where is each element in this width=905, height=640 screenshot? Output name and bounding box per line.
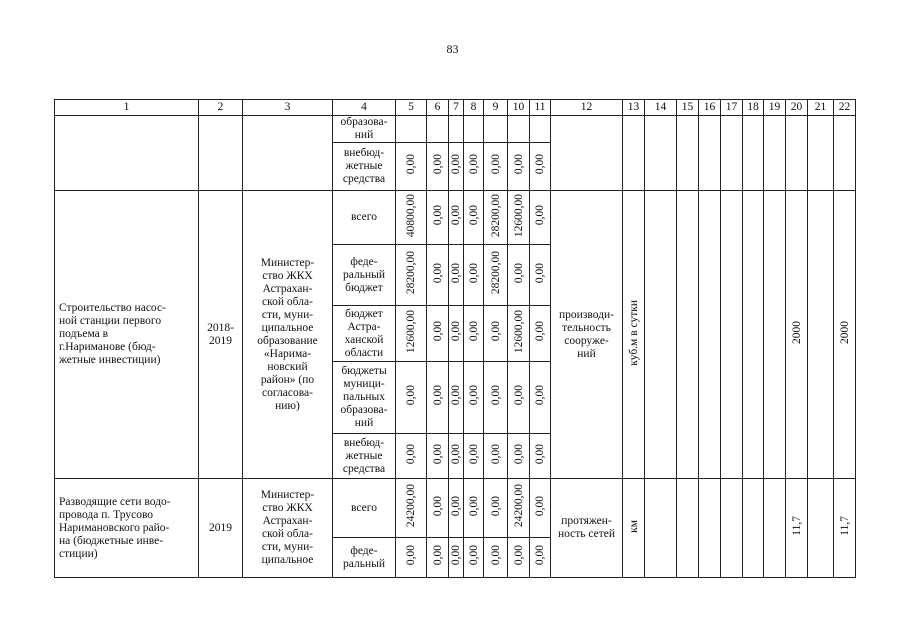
funding-source-text: внебюд- жетные средства bbox=[342, 147, 386, 185]
column-header bbox=[55, 100, 199, 116]
value-cell bbox=[396, 191, 427, 245]
value-cell bbox=[677, 191, 699, 479]
value-cell bbox=[464, 538, 484, 578]
project-years-text: 2018- 2019 bbox=[207, 321, 234, 347]
value-cell bbox=[508, 434, 530, 479]
page-number: 83 bbox=[446, 42, 459, 56]
value-cell bbox=[530, 245, 551, 306]
value-cell bbox=[449, 143, 464, 191]
column-header bbox=[721, 100, 743, 116]
value-cell-text: 0,00 bbox=[534, 205, 546, 226]
target-total bbox=[834, 191, 856, 479]
target-2020-text: 11,7 bbox=[790, 516, 803, 536]
project-name bbox=[55, 191, 199, 479]
indicator-unit-text: куб.м в сутки bbox=[627, 299, 640, 366]
funding-source-text: всего bbox=[351, 501, 377, 514]
column-header-text: 21 bbox=[814, 101, 827, 113]
value-cell bbox=[721, 479, 743, 578]
value-cell bbox=[530, 143, 551, 191]
value-cell-text: 0,00 bbox=[489, 321, 502, 342]
value-cell-text: 0,00 bbox=[489, 443, 502, 465]
column-header bbox=[808, 100, 834, 116]
value-cell bbox=[764, 479, 786, 578]
value-cell-text: 0,00 bbox=[467, 385, 480, 406]
value-cell-text: 0,00 bbox=[534, 495, 546, 517]
table-row bbox=[55, 479, 856, 538]
column-header bbox=[333, 100, 396, 116]
value-cell bbox=[484, 143, 508, 191]
value-cell-text: 0,00 bbox=[431, 443, 444, 465]
value-cell-text: 0,00 bbox=[431, 262, 444, 284]
prev-indicator bbox=[551, 116, 623, 191]
value-cell bbox=[764, 191, 786, 479]
column-header-text: 12 bbox=[580, 101, 593, 113]
funding-source-text: феде- ральный бюджет bbox=[343, 255, 385, 294]
column-header bbox=[764, 100, 786, 116]
value-cell bbox=[699, 479, 721, 578]
value-cell bbox=[484, 538, 508, 578]
value-cell bbox=[427, 143, 449, 191]
column-header bbox=[427, 100, 449, 116]
value-cell bbox=[484, 245, 508, 306]
funding-source bbox=[333, 306, 396, 362]
value-cell-text: 0,00 bbox=[512, 262, 525, 284]
value-cell bbox=[396, 362, 427, 434]
value-cell bbox=[396, 538, 427, 578]
value-cell bbox=[464, 362, 484, 434]
value-cell bbox=[677, 116, 699, 191]
value-cell-text: 0,00 bbox=[467, 443, 480, 465]
column-header bbox=[484, 100, 508, 116]
column-header-text: 7 bbox=[453, 101, 459, 113]
column-header bbox=[243, 100, 333, 116]
value-cell-text: 0,00 bbox=[534, 443, 546, 465]
column-header-text: 3 bbox=[284, 101, 291, 113]
value-cell bbox=[508, 191, 530, 245]
value-cell-text: 0,00 bbox=[512, 443, 525, 465]
column-header-text: 22 bbox=[838, 101, 851, 113]
value-cell bbox=[530, 191, 551, 245]
funding-source-text: бюджет Астра- ханской области bbox=[344, 307, 384, 359]
value-cell bbox=[464, 245, 484, 306]
value-cell-text: 0,00 bbox=[431, 205, 444, 226]
funding-source-text: образова- ний bbox=[340, 116, 388, 141]
value-cell bbox=[834, 116, 856, 191]
indicator-name bbox=[551, 479, 623, 578]
project-years bbox=[199, 191, 243, 479]
column-header bbox=[677, 100, 699, 116]
value-cell bbox=[677, 479, 699, 578]
column-header bbox=[199, 100, 243, 116]
value-cell-text: 0,00 bbox=[489, 154, 502, 175]
value-cell-text: 0,00 bbox=[467, 545, 480, 566]
value-cell-text: 0,00 bbox=[534, 321, 546, 342]
target-total bbox=[834, 479, 856, 578]
project-name-text: Разводящие сети водо- провода п. Трусово Наримановского райо- на (бюджетные инве- стиции) bbox=[59, 495, 171, 560]
column-header bbox=[530, 100, 551, 116]
value-cell bbox=[508, 245, 530, 306]
value-cell bbox=[427, 116, 449, 143]
value-cell bbox=[427, 362, 449, 434]
project-org-text: Министер- ство ЖКХ Астрахан- ской обла- сти, муни- ципальное bbox=[260, 489, 315, 566]
value-cell bbox=[396, 116, 427, 143]
value-cell-text: 12600,00 bbox=[405, 309, 417, 354]
value-cell bbox=[786, 116, 808, 191]
value-cell bbox=[449, 434, 464, 479]
target-2020 bbox=[786, 479, 808, 578]
value-cell bbox=[427, 245, 449, 306]
value-cell-text: 0,00 bbox=[467, 495, 480, 517]
value-cell bbox=[508, 479, 530, 538]
funding-source bbox=[333, 143, 396, 191]
funding-source bbox=[333, 434, 396, 479]
indicator-unit bbox=[623, 191, 645, 479]
value-cell bbox=[508, 116, 530, 143]
value-cell bbox=[530, 306, 551, 362]
value-cell-text: 12600,00 bbox=[512, 309, 525, 354]
value-cell bbox=[464, 191, 484, 245]
value-cell bbox=[645, 191, 677, 479]
value-cell bbox=[449, 306, 464, 362]
value-cell bbox=[508, 143, 530, 191]
value-cell-text: 0,00 bbox=[450, 385, 462, 406]
column-header bbox=[623, 100, 645, 116]
project-org-text: Министер- ство ЖКХ Астрахан- ской обла- сти, муни- ципальное образование «Нарима- новский район» (по согласова- нию) bbox=[257, 256, 318, 412]
target-total-text: 2000 bbox=[838, 321, 851, 344]
column-header bbox=[699, 100, 721, 116]
value-cell bbox=[484, 479, 508, 538]
column-header-text: 19 bbox=[768, 101, 781, 113]
column-header-text: 10 bbox=[512, 101, 525, 113]
funding-source-text: феде- ральный bbox=[343, 544, 385, 570]
value-cell bbox=[721, 116, 743, 191]
project-name-text: Строительство насос- ной станции первого подъема в г.Нариманове (бюд- жетные инвестиции) bbox=[59, 302, 166, 366]
value-cell-text: 40800,00 bbox=[405, 193, 417, 238]
value-cell-text: 0,00 bbox=[450, 545, 462, 566]
value-cell bbox=[808, 479, 834, 578]
value-cell bbox=[530, 479, 551, 538]
table-row bbox=[55, 116, 856, 143]
value-cell bbox=[449, 362, 464, 434]
value-cell bbox=[484, 362, 508, 434]
column-header bbox=[464, 100, 484, 116]
value-cell bbox=[464, 479, 484, 538]
target-total-text: 11,7 bbox=[838, 516, 851, 536]
value-cell bbox=[464, 116, 484, 143]
value-cell-text: 28200,00 bbox=[489, 193, 502, 238]
project-years-text: 2019 bbox=[209, 521, 232, 534]
funding-source bbox=[333, 538, 396, 578]
value-cell-text: 0,00 bbox=[405, 385, 417, 406]
column-header-text: 16 bbox=[703, 101, 716, 113]
value-cell bbox=[449, 479, 464, 538]
value-cell-text: 0,00 bbox=[534, 262, 546, 284]
value-cell-text: 0,00 bbox=[450, 154, 462, 175]
value-cell-text: 0,00 bbox=[489, 385, 502, 406]
value-cell bbox=[449, 191, 464, 245]
value-cell bbox=[530, 434, 551, 479]
value-cell-text: 0,00 bbox=[431, 545, 444, 566]
value-cell bbox=[743, 479, 764, 578]
value-cell-text: 0,00 bbox=[431, 385, 444, 406]
value-cell-text: 0,00 bbox=[512, 545, 525, 566]
column-header bbox=[449, 100, 464, 116]
value-cell-text: 0,00 bbox=[534, 154, 546, 175]
value-cell-text: 24200,00 bbox=[405, 484, 417, 528]
project-years bbox=[199, 479, 243, 578]
funding-source bbox=[333, 116, 396, 143]
column-header bbox=[834, 100, 856, 116]
column-header-text: 15 bbox=[681, 101, 694, 113]
value-cell bbox=[449, 245, 464, 306]
column-header-text: 4 bbox=[361, 101, 367, 113]
column-header-text: 1 bbox=[123, 101, 130, 113]
value-cell bbox=[396, 479, 427, 538]
value-cell-text: 0,00 bbox=[405, 545, 417, 566]
prev-project-name bbox=[55, 116, 199, 191]
project-org bbox=[243, 191, 333, 479]
value-cell bbox=[530, 362, 551, 434]
value-cell bbox=[396, 434, 427, 479]
value-cell bbox=[808, 191, 834, 479]
value-cell bbox=[721, 191, 743, 479]
target-2020 bbox=[786, 191, 808, 479]
column-header-text: 17 bbox=[725, 101, 738, 113]
value-cell bbox=[464, 306, 484, 362]
value-cell bbox=[508, 306, 530, 362]
column-header bbox=[551, 100, 623, 116]
column-header-text: 2 bbox=[217, 101, 224, 113]
value-cell-text: 0,00 bbox=[405, 443, 417, 465]
data-table bbox=[54, 99, 856, 578]
indicator-name-text: производи- тельность сооруже- ний bbox=[559, 308, 614, 360]
indicator-unit-text: км bbox=[627, 519, 640, 533]
value-cell bbox=[427, 538, 449, 578]
value-cell bbox=[427, 434, 449, 479]
funding-source bbox=[333, 479, 396, 538]
funding-source bbox=[333, 245, 396, 306]
value-cell bbox=[484, 434, 508, 479]
value-cell bbox=[484, 116, 508, 143]
value-cell-text: 0,00 bbox=[431, 154, 444, 175]
column-header-text: 6 bbox=[434, 101, 441, 113]
project-org bbox=[243, 479, 333, 578]
target-2020-text: 2000 bbox=[790, 321, 803, 344]
value-cell bbox=[396, 143, 427, 191]
value-cell-text: 0,00 bbox=[450, 321, 462, 342]
column-header-text: 9 bbox=[492, 101, 499, 113]
column-header-text: 13 bbox=[627, 101, 640, 113]
value-cell bbox=[449, 116, 464, 143]
value-cell bbox=[508, 362, 530, 434]
column-header-text: 14 bbox=[654, 101, 667, 113]
value-cell bbox=[396, 306, 427, 362]
value-cell bbox=[464, 143, 484, 191]
value-cell bbox=[427, 191, 449, 245]
funding-source bbox=[333, 191, 396, 245]
column-header bbox=[743, 100, 764, 116]
value-cell-text: 0,00 bbox=[450, 495, 462, 517]
value-cell bbox=[743, 116, 764, 191]
value-cell-text: 0,00 bbox=[450, 205, 462, 226]
value-cell-text: 28200,00 bbox=[405, 251, 417, 295]
value-cell-text: 0,00 bbox=[534, 545, 546, 566]
column-header-text: 5 bbox=[408, 101, 414, 113]
column-header-text: 8 bbox=[470, 101, 477, 113]
column-header bbox=[786, 100, 808, 116]
value-cell-text: 0,00 bbox=[534, 385, 546, 406]
value-cell bbox=[623, 116, 645, 191]
column-header bbox=[508, 100, 530, 116]
column-header-text: 18 bbox=[747, 101, 759, 113]
project-name bbox=[55, 479, 199, 578]
value-cell-text: 0,00 bbox=[405, 154, 417, 175]
value-cell bbox=[484, 306, 508, 362]
column-header-text: 20 bbox=[790, 101, 803, 113]
value-cell bbox=[530, 116, 551, 143]
value-cell-text: 0,00 bbox=[512, 154, 525, 175]
value-cell-text: 0,00 bbox=[489, 545, 502, 566]
value-cell-text: 0,00 bbox=[467, 154, 480, 175]
value-cell bbox=[764, 116, 786, 191]
indicator-unit bbox=[623, 479, 645, 578]
table-row bbox=[55, 191, 856, 245]
value-cell-text: 0,00 bbox=[450, 443, 462, 465]
indicator-name bbox=[551, 191, 623, 479]
table-row bbox=[55, 100, 856, 116]
value-cell-text: 0,00 bbox=[431, 495, 444, 517]
column-header bbox=[645, 100, 677, 116]
value-cell bbox=[645, 479, 677, 578]
funding-source-text: бюджеты муници- пальных образова- ний bbox=[340, 365, 388, 429]
value-cell-text: 0,00 bbox=[489, 495, 502, 517]
value-cell bbox=[699, 116, 721, 191]
value-cell-text: 12600,00 bbox=[512, 193, 525, 238]
funding-source bbox=[333, 362, 396, 434]
value-cell-text: 24200,00 bbox=[512, 484, 525, 528]
value-cell-text: 0,00 bbox=[512, 385, 525, 406]
value-cell bbox=[508, 538, 530, 578]
value-cell bbox=[645, 116, 677, 191]
value-cell bbox=[699, 191, 721, 479]
prev-project-org bbox=[243, 116, 333, 191]
value-cell bbox=[464, 434, 484, 479]
value-cell bbox=[743, 191, 764, 479]
value-cell-text: 0,00 bbox=[467, 262, 480, 284]
value-cell-text: 28200,00 bbox=[489, 251, 502, 295]
prev-project-years bbox=[199, 116, 243, 191]
value-cell bbox=[530, 538, 551, 578]
value-cell bbox=[396, 245, 427, 306]
value-cell bbox=[427, 479, 449, 538]
value-cell-text: 0,00 bbox=[431, 321, 444, 342]
indicator-name-text: протяжен- ность сетей bbox=[557, 515, 616, 540]
value-cell bbox=[808, 116, 834, 191]
value-cell bbox=[449, 538, 464, 578]
value-cell bbox=[427, 306, 449, 362]
value-cell-text: 0,00 bbox=[467, 321, 480, 342]
funding-source-text: всего bbox=[351, 211, 377, 223]
value-cell-text: 0,00 bbox=[450, 262, 462, 284]
column-header-text: 11 bbox=[534, 101, 546, 113]
value-cell bbox=[484, 191, 508, 245]
funding-source-text: внебюд- жетные средства bbox=[342, 436, 386, 475]
column-header bbox=[396, 100, 427, 116]
value-cell-text: 0,00 bbox=[467, 205, 480, 226]
